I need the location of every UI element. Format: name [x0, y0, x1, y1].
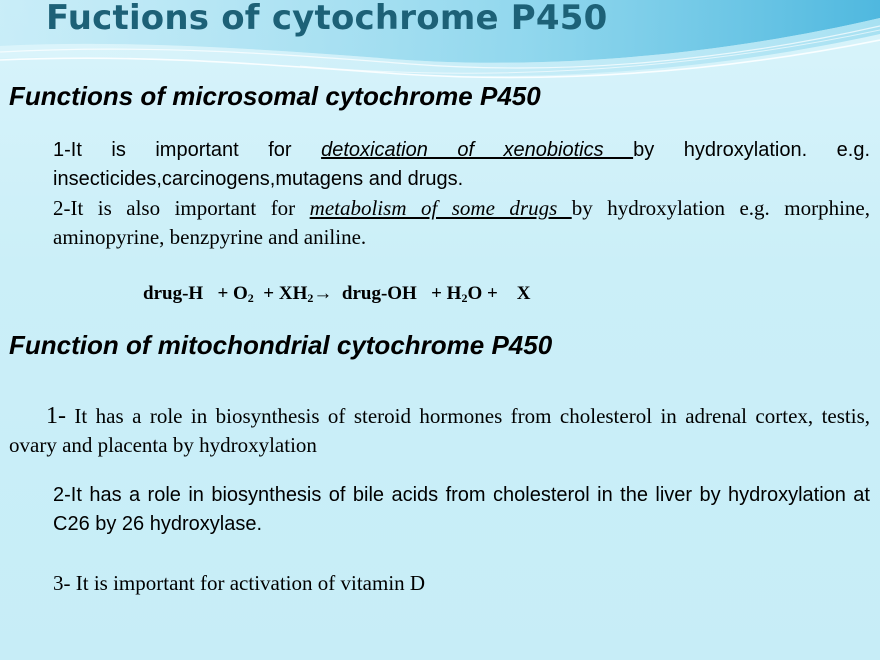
eq-arrow: →: [313, 283, 333, 304]
eq-plus-o2: + O: [217, 283, 248, 304]
mitochondrial-heading: Function of mitochondrial cytochrome P450: [9, 330, 553, 360]
point-2-pre: 2-It is also important for: [53, 196, 310, 220]
eq-xh2-subscript: 2: [307, 291, 314, 305]
point-1-post: by hydroxylation. e.g. insecticides,carcinogens,mutagens and drugs.: [53, 139, 871, 190]
point-1-emphasis: detoxication of xenobiotics: [321, 139, 634, 161]
eq-h2o-tail: O +: [467, 283, 498, 304]
hydroxylation-equation: [143, 283, 531, 306]
microsomal-point-2: [53, 194, 870, 252]
eq-plus-xh2: + XH: [263, 283, 308, 304]
eq-plus-h2o: + H: [431, 283, 462, 304]
microsomal-point-1: [53, 136, 870, 194]
eq-reactant-drug-h: drug-H: [143, 283, 204, 304]
slide-title: Fuctions of cytochrome P450: [46, 0, 608, 38]
eq-product-x: X: [516, 283, 531, 304]
point-2-post: by hydroxylation e.g. morphine, aminopyrine, benzpyrine and aniline.: [53, 196, 871, 249]
eq-h2o-subscript: 2: [461, 291, 468, 305]
point-2-emphasis: metabolism of some drugs: [309, 196, 572, 220]
eq-o2-subscript: 2: [247, 291, 254, 305]
mitochondrial-point-1: [9, 402, 870, 460]
eq-product-drug-oh: drug-OH: [341, 283, 417, 304]
point-3-number: 1-: [46, 403, 66, 429]
point-1-pre: 1-It is important for: [53, 139, 322, 161]
microsomal-heading: Functions of microsomal cytochrome P450: [9, 81, 541, 111]
mitochondrial-point-3: 3- It is important for activation of vitamin D: [53, 571, 426, 595]
point-3-text: It has a role in biosynthesis of steroid hormones from cholesterol in adrenal cortex, testis, ovary and placenta by hydroxylation: [9, 404, 870, 457]
mitochondrial-point-2: 2-It has a role in biosynthesis of bile acids from cholesterol in the liver by hydroxylation at C26 by 26 hydroxylase.: [53, 484, 870, 535]
